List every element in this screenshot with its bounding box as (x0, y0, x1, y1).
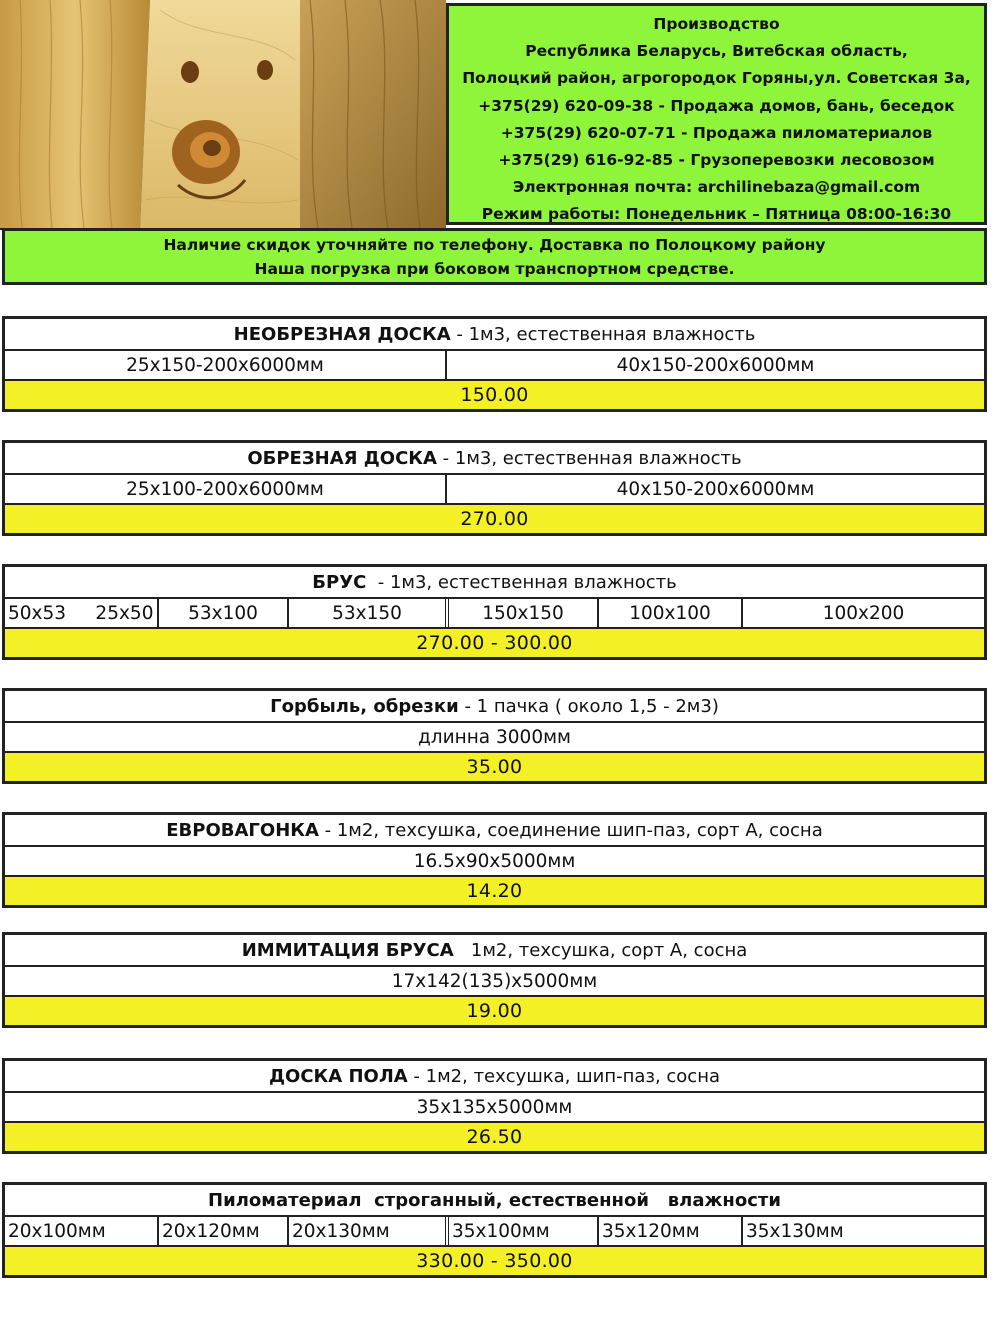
product-name: Пиломатериал строганный, естественной влажности (208, 1189, 781, 1211)
size-cell: 35х120мм (597, 1217, 741, 1245)
size-row (5, 473, 984, 503)
size-cell: 150х150 (445, 599, 597, 627)
product-title (5, 319, 984, 349)
contact-info (446, 3, 987, 225)
price: 14.20 (5, 875, 984, 905)
product-name: Горбыль, обрезки (270, 695, 459, 717)
product-title (5, 1185, 984, 1215)
product-edged (2, 440, 987, 536)
product-title (5, 935, 984, 965)
product-title (5, 567, 984, 597)
price: 330.00 - 350.00 (5, 1245, 984, 1275)
product-floor (2, 1058, 987, 1154)
contact-line: Республика Беларусь, Витебская область, (525, 42, 908, 61)
size-row (5, 1215, 984, 1245)
wood-photo (0, 0, 446, 230)
size-cell: 20х130мм (287, 1217, 445, 1245)
product-name: ДОСКА ПОЛА (269, 1065, 408, 1087)
size-cell: 35х100мм (445, 1217, 597, 1245)
contact-line: Электронная почта: archilinebaza@gmail.com (512, 178, 921, 197)
size-cell: 20х120мм (157, 1217, 287, 1245)
product-imitation (2, 932, 987, 1028)
contact-line: Полоцкий район, агрогородок Горяны,ул. Советская 3а, (462, 69, 971, 88)
size-cell: 40х150-200х6000мм (445, 475, 984, 503)
size-cell: 40х150-200х6000мм (445, 351, 984, 379)
size-row: 35х135х5000мм (5, 1091, 984, 1121)
price: 26.50 (5, 1121, 984, 1151)
contact-line: Производство (653, 15, 780, 33)
product-name: НЕОБРЕЗНАЯ ДОСКА (233, 323, 451, 345)
size-row (5, 349, 984, 379)
size-row: длинна 3000мм (5, 721, 984, 751)
product-name: БРУС (312, 571, 367, 593)
price: 35.00 (5, 751, 984, 781)
notice-line: Наша погрузка при боковом транспортном средстве. (254, 260, 735, 278)
product-desc: - 1м3, естественная влажность (450, 323, 756, 345)
product-beam (2, 564, 987, 660)
size-cell: 53х100 (157, 599, 287, 627)
product-title (5, 443, 984, 473)
product-desc: - 1м2, техсушка, шип-паз, сосна (407, 1065, 720, 1087)
price: 19.00 (5, 995, 984, 1025)
size-row: 16.5х90х5000мм (5, 845, 984, 875)
size-cell: 100х100 (597, 599, 741, 627)
size-cell: 35х130мм (741, 1217, 984, 1245)
product-planed (2, 1182, 987, 1278)
price: 270.00 - 300.00 (5, 627, 984, 657)
product-name: ИММИТАЦИЯ БРУСА (241, 939, 454, 961)
product-desc: - 1м3, естественная влажность (436, 447, 742, 469)
contact-line: +375(29) 620-07-71 - Продажа пиломатериалов (500, 123, 933, 142)
product-title (5, 691, 984, 721)
size-cell: 25х150-200х6000мм (126, 354, 324, 376)
product-desc: - 1м2, техсушка, соединение шип-паз, сорт А, сосна (318, 819, 823, 841)
product-desc: 1м2, техсушка, сорт А, сосна (453, 939, 748, 961)
size-cell: 20х100мм (8, 1220, 106, 1242)
product-name: ЕВРОВАГОНКА (166, 819, 319, 841)
notice-line: Наличие скидок уточняйте по телефону. Доставка по Полоцкому району (163, 236, 826, 254)
product-desc: - 1 пачка ( около 1,5 - 2м3) (458, 695, 719, 717)
product-desc: - 1м3, естественная влажность (366, 571, 677, 593)
product-unedged (2, 316, 987, 412)
contact-line: +375(29) 620-09-38 - Продажа домов, бань, беседок (478, 96, 955, 115)
contact-line: Режим работы: Понедельник – Пятница 08:00-16:30 (481, 205, 952, 224)
size-row: 17х142(135)х5000мм (5, 965, 984, 995)
size-cell: 50х53 25х50 (8, 602, 154, 624)
size-cell: 25х100-200х6000мм (126, 478, 324, 500)
size-cell: 53х150 (287, 599, 445, 627)
size-row (5, 597, 984, 627)
discount-notice (2, 228, 987, 285)
product-name: ОБРЕЗНАЯ ДОСКА (247, 447, 437, 469)
product-title (5, 815, 984, 845)
product-slab (2, 688, 987, 784)
contact-line: +375(29) 616-92-85 - Грузоперевозки лесовозом (498, 151, 935, 170)
price: 270.00 (5, 503, 984, 533)
product-eurolining (2, 812, 987, 908)
price: 150.00 (5, 379, 984, 409)
size-cell: 100х200 (741, 599, 984, 627)
product-title (5, 1061, 984, 1091)
